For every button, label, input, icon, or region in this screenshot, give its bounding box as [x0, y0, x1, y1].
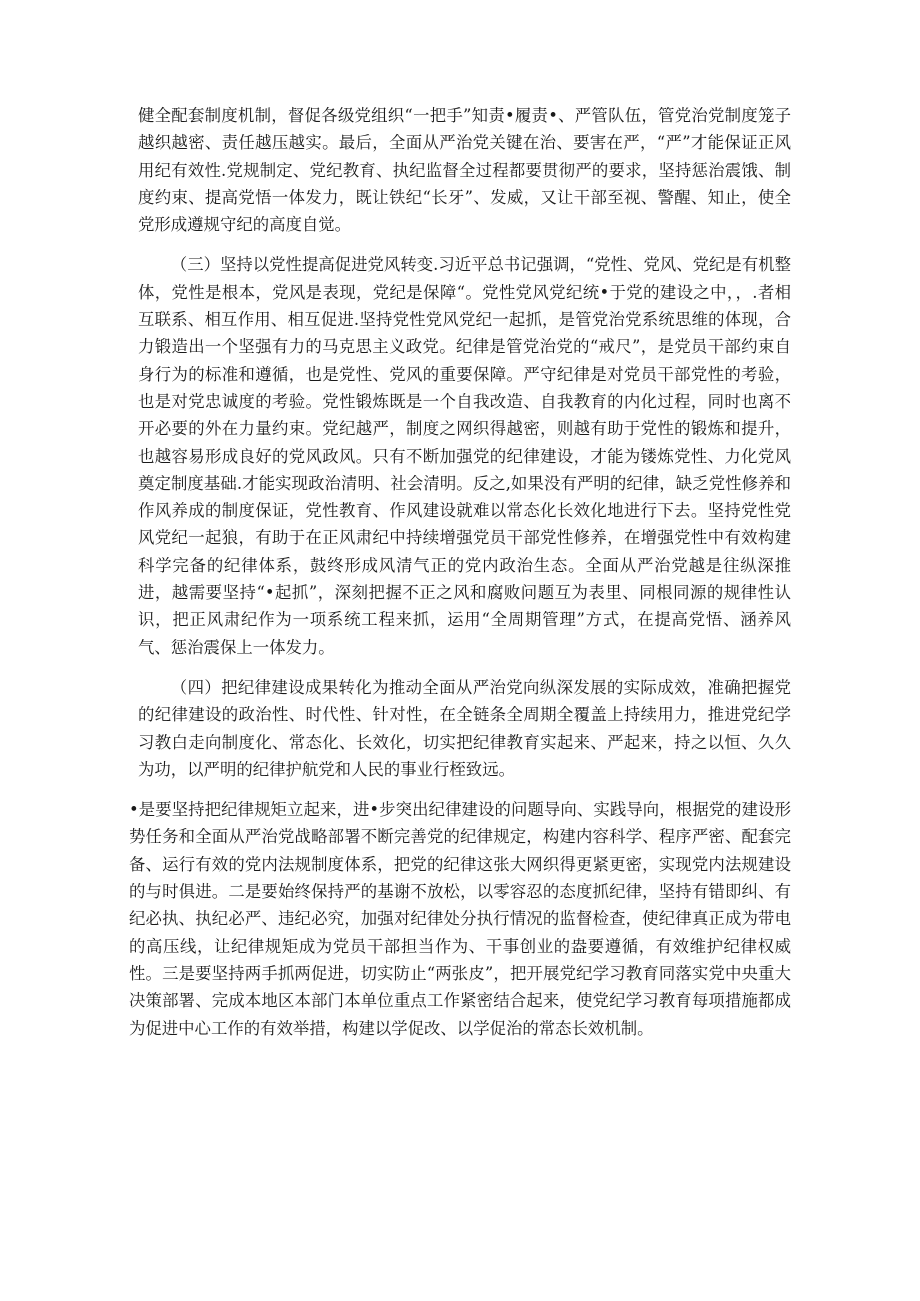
paragraph-section-three: （三）坚持以党性提高促进党风转变.习近平总书记强调，“党性、党风、党纪是有机整体，党性是根本，党风是表现，党纪是保障“。党性党风党纪统•于党的建设之中，，.者相互联系、相互作用、相互促进.坚持党性党风党纪一起抓，是管党治党系统思维的体现，合力锻造出一个坚强有力的马克思主义政党。纪律是管党治党的“戒尺”，是党员干部约束自身行为的标准和遵循，也是党性、党风的重要保障。严守纪律是对党员干部党性的考验，也是对党忠诚度的考验。党性锻炼既是一个自我改造、自我教育的内化过程，同时也离不开必要的外在力量约束。党纪越严，制度之网织得越密，则越有助于党性的锻炼和提升，也越容易形成良好的党风政风。只有不断加强党的纪律建设，才能为镂炼党性、力化党风奠定制度基础.才能实现政治清明、社会清明。反之,如果没有严明的纪律，缺乏党性修养和作风养成的制度保证，党性教育、作风建设就难以常态化长效化地进行下去。坚持党性党风党纪一起狼，有助于在正风肃纪中持续增强党员干部党性修养，在增强党性中有效构建科学完备的纪律体系，鼓终形成风清气正的党内政治生态。全面从严治党越是往纵深推进，越需要坚持“•起抓”，深刻把握不正之风和腐败问题互为表里、同根同源的规律性认识，把正风肃纪作为一项系统工程来抓，运用“全周期管理”方式，在提高党悟、涵养风气、惩治震保上一体发力。: [138, 255, 791, 657]
paragraph-measures-list: •是要坚持把纪律规矩立起来，进•步突出纪律建设的问题导向、实践导向，根据党的建设形势任务和全面从严治党战略部署不断完善党的纪律规定，构建内容科学、程序严密、配套完备、运行有效的党内法规制度体系，把党的纪律这张大网织得更紧更密，实现党内法规建设的与时俱进。二是要始终保持严的基谢不放松，以零容忍的态度抓纪律，坚持有错即纠、有纪必执、执纪必严、违纪必究，加强对纪律处分执行情况的监督检查，使纪律真正成为带电的高压线，让纪律规矩成为党员干部担当作为、干事创业的盎要遵循，有效维护纪律权威性。三是要坚持两手抓两促进，切实防止“两张皮”，把开展党纪学习教育同落实党中央重大决策部署、完成本地区本部门本单位重点工作紧密结合起来，使党纪学习教育每项措施都成为促进中心工作的有效举措，构建以学促改、以学促治的常态长效机制。: [129, 800, 791, 1038]
paragraph-section-four: （四）把纪律建设成果转化为推动全面从严治党向纵深发展的实际成效，准确把握党的纪律建设的政治性、时代性、针对性，在全链条全周期全覆盖上持续用力，推进党纪学习教白走向制度化、常态化、长效化，切实把纪律教育实起来、严起来，持之以恒、久久为功，以严明的纪律护航党和人民的事业行桎致远。: [138, 677, 791, 779]
paragraph-continuation: 健全配套制度机制，督促各级党组织“一把手”知责•履责•、严管队伍，管党治党制度笼子越织越密、责任越压越实。最后，全面从严治党关键在治、要害在严，“严”才能保证正风用纪有效性.党规制定、党纪教育、执纪监督全过程都要贯彻严的要求，坚持惩治震饿、制度约束、提高党悟一体发力，既让铁纪“长牙”、发威，又让干部至视、警醒、知止，使全党形成遵规守纪的高度自觉。: [138, 106, 791, 235]
document-body: [129, 102, 791, 1055]
